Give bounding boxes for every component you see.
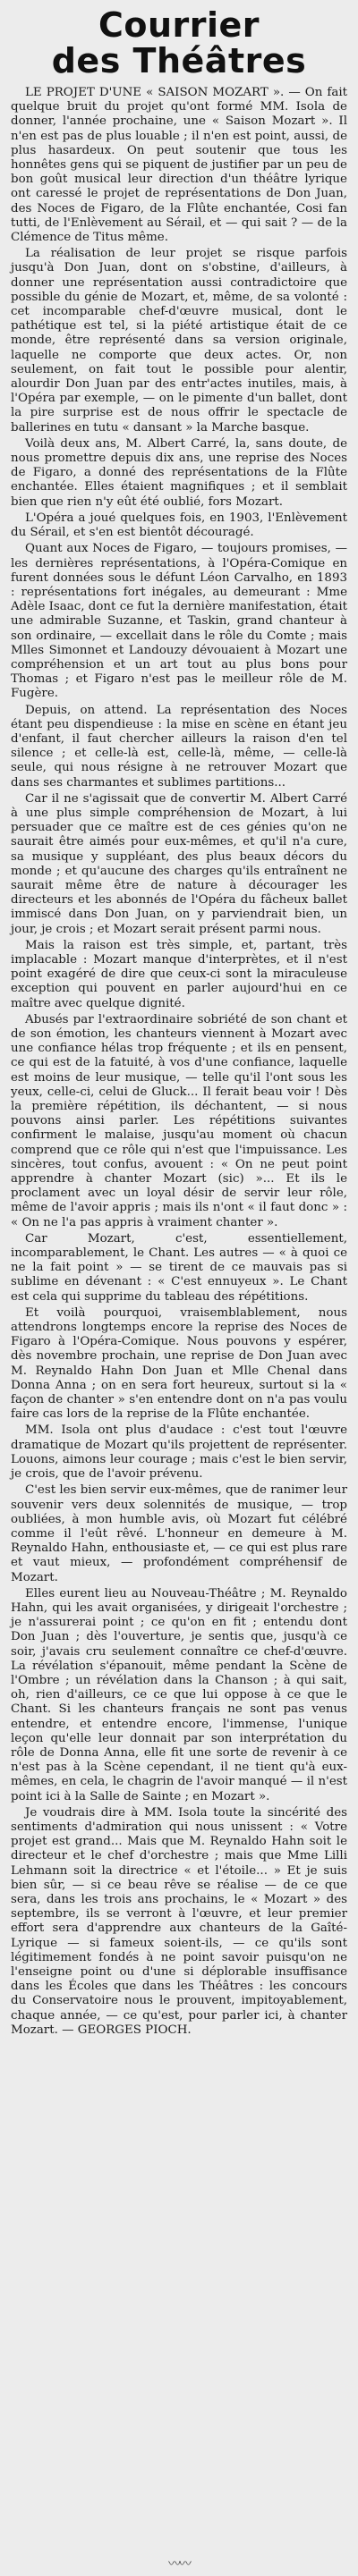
paragraph: Depuis, on attend. La représentation des Noces étant peu dispendieuse : la mise en scène en étant jeu d'enfant, il faut chercher ailleurs la raison d'en tel silence ; et celle-là est, celle-là, même, — celle-là seule, qui nous résigne à ne retrouver Mozart que dans ses charmantes et sublimes partitions...	[11, 703, 347, 790]
paragraph: Car il ne s'agissait que de convertir M. Albert Carré à une plus simple compréhension de Mozart, à lui persuader que ce maître est de ces génies qu'on ne saurait être aimés pour eux-mêmes, et qu'il n'a cure, sa musique y suppléant, des plus beaux décors du monde ; et qu'aucune des charges qu'ils entraînent ne saurait même être de nature à décourager les directeurs et les abonnés de l'Opéra du fâcheux ballet immiscé dans Don Juan, on y parviendrait bien, un jour, je crois ; et Mozart serait présent parmi nous.	[11, 791, 347, 936]
headline-line-1: Courrier	[98, 5, 260, 45]
paragraph: LE PROJET D'UNE « SAISON MOZART ». — On fait quelque bruit du projet qu'ont formé MM. Isola de donner, l'année prochaine, une « Saison Mozart ». Il n'en est pas de plus louable ; il n'en est point, aussi, de plus hasardeux. On peut soutenir que tous les honnêtes gens qui se piquent de justifier par un peu de bon goût musical leur direction d'un théâtre lyrique ont caressé le projet de représentations de Don Juan, des Noces de Figaro, de la Flûte enchantée, Cosi fan tutti, de l'Enlèvement au Sérail, et — qui sait ? — de la Clémence de Titus même.	[11, 86, 347, 245]
headline	[11, 7, 347, 79]
headline-line-2: des Théâtres	[51, 41, 307, 80]
end-ornament: 〰〰	[168, 2557, 190, 2572]
paragraph: Quant aux Noces de Figaro, — toujours promises, — les dernières représentations, à l'Opéra-Comique en furent données sous le défunt Léon Carvalho, en 1893 : représentations fort inégales, au demeurant : Mme Adèle Isaac, dont ce fut la dernière manifestation, était une admirable Suzanne, et Taskin, grand chanteur à son ordinaire, — excellait dans le rôle du Comte ; mais Mlles Simonnet et Landouzy dévouaient à Mozart une compréhension et un art tout au plus bons pour Thomas ; et Figaro n'est pas le meilleur rôle de M. Fugère.	[11, 542, 347, 701]
paragraph: Mais la raison est très simple, et, partant, très implacable : Mozart manque d'interprètes, et il n'est point exagéré de dire que ceux-ci sont la miraculeuse exception qui pouvent en parler aujourd'hui en ce maître avec quelque dignité.	[11, 938, 347, 1010]
paragraph: Et voilà pourquoi, vraisemblablement, nous attendrons longtemps encore la reprise des Noces de Figaro à l'Opéra-Comique. Nous pouvons y espérer, dès novembre prochain, une reprise de Don Juan avec M. Reynaldo Hahn Don Juan et Mlle Chenal dans Donna Anna ; on en sera fort heureux, surtout si la « façon de chanter » s'en entendre dont on n'a pas voulu faire cas lors de la reprise de la Flûte enchantée.	[11, 1305, 347, 1422]
paragraph: C'est les bien servir eux-mêmes, que de ranimer leur souvenir vers deux solennités de musique, — trop oubliées, à mon humble avis, où Mozart fut célébré comme il l'eût rêvé. L'honneur en demeure à M. Reynaldo Hahn, enthousiaste et, — ce qui est plus rare et vaut mieux, — profondément compréhensif de Mozart.	[11, 1483, 348, 1584]
paragraph: Voilà deux ans, M. Albert Carré, la, sans doute, de nous promettre depuis dix ans, une reprise des Noces de Figaro, a donné des représentations de la Flûte enchantée. Elles étaient magnifiques ; et il semblait bien que rien n'y eût été oublié, fors Mozart.	[11, 436, 347, 509]
paragraph: Elles eurent lieu au Nouveau-Théâtre ; M. Reynaldo Hahn, qui les avait organisées, y dirigeait l'orchestre ; je n'assurerai point ; ce qu'on en fit ; entendu dont Don Juan ; dès l'ouverture, je sentis que, jusqu'à ce soir, j'avais cru seulement connaître ce chef-d'œuvre. La révélation s'épanouit, même pendant la Scène de l'Ombre ; un révélation dans la Chanson ; à qui sait, oh, rien d'ailleurs, ce ce que lui oppose à ce que le Chant. Si les chanteurs français ne sont pas venus entendre, et entendre encore, l'immense, l'unique leçon qu'elle leur donnait par son interprétation du rôle de Donna Anna, elle fit une sorte de revenir à ce n'est pas à la Scène cependant, il ne tient qu'à eux-mêmes, en cela, le chagrin de l'avoir manqué — il n'est point ici à la Salle de Sainte ; en Mozart ».	[11, 1586, 347, 1803]
paragraph: Car Mozart, c'est, essentiellement, incomparablement, le Chant. Les autres — « à quoi ce ne la fait point » — se tirent de ce mauvais pas si sublime en dévenant : « C'est ennuyeux ». Le Chant est cela qui supprime du tableau des répétitions.	[11, 1231, 347, 1304]
article-body	[11, 86, 347, 2038]
paragraph: L'Opéra a joué quelques fois, en 1903, l'Enlèvement du Sérail, et s'en est bientôt découragé.	[11, 511, 347, 540]
paragraph-with-signature: Je voudrais dire à MM. Isola toute la sincérité des sentiments d'admiration qui nous unissent : « Votre projet est grand... Mais que M. Reynaldo Hahn soit le directeur et le chef d'orchestre ; mais que Mme Lilli Lehmann soit la directrice « et l'étoile... » Et je suis bien sûr, — si ce beau rêve se réalise — de ce que sera, dans les trois ans prochains, le « Mozart » des septembre, ils se verront à l'œuvre, et leur premier effort sera d'apprendre aux chanteurs de la Gaîté-Lyrique — si fameux soient-ils, — ce qu'ils sont légitimement fondés à ne point savoir puisqu'on ne l'enseigne point ou d'une si déplorable insuffisance dans les Écoles que dans les Théâtres : les concours du Conservatoire nous le prouvent, impitoyablement, chaque année, — ce qu'est, pour parler ici, à chanter Mozart. — GEORGES PIOCH.	[11, 1805, 347, 2037]
paragraph: MM. Isola ont plus d'audace : c'est tout l'œuvre dramatique de Mozart qu'ils projettent de représenter. Louons, aimons leur courage ; mais c'est le bien servir, je crois, que de l'avoir prévenu.	[11, 1423, 347, 1482]
paragraph: La réalisation de leur projet se risque parfois jusqu'à Don Juan, dont on s'obstine, d'ailleurs, à donner une représentation aussi contradictoire que possible du génie de Mozart, et, même, de sa volonté : cet incomparable chef-d'œuvre musical, dont le pathétique est tel, si la piété artistique était de ce monde, être représenté dans sa version originale, laquelle ne comporte que deux actes. Or, non seulement, on fait tout le possible pour alentir, alourdir Don Juan par des entr'actes inutiles, mais, à l'Opéra par exemple, — on le pimente d'un ballet, dont la pire surprise est de nous offrir le spectacle de ballerines en tutu « dansant » la Marche basque.	[11, 247, 347, 435]
paragraph: Abusés par l'extraordinaire sobriété de son chant et de son émotion, les chanteurs viennent à Mozart avec une confiance hélas trop fréquente ; et ils en pensent, ce qui est de la fatuité, à vos d'une confiance, laquelle est moins de leur musique, — telle qu'il l'ont sous les yeux, celle-ci, celui de Gluck... Il ferait beau voir ! Dès la première répétition, ils déchantent, — si nous pouvons ainsi parler. Les répétitions suivantes confirment le malaise, jusqu'au moment où chacun comprend que ce rôle qui n'est que l'impuissance. Les sincères, tout confus, avouent : « On ne peut point apprendre à chanter Mozart (sic) »... Et ils le proclament avec un loyal désir de servir leur rôle, même de l'avoir appris ; mais ils n'ont « il faut donc » : « On ne l'a pas appris à vraiment chanter ».	[11, 1012, 347, 1229]
